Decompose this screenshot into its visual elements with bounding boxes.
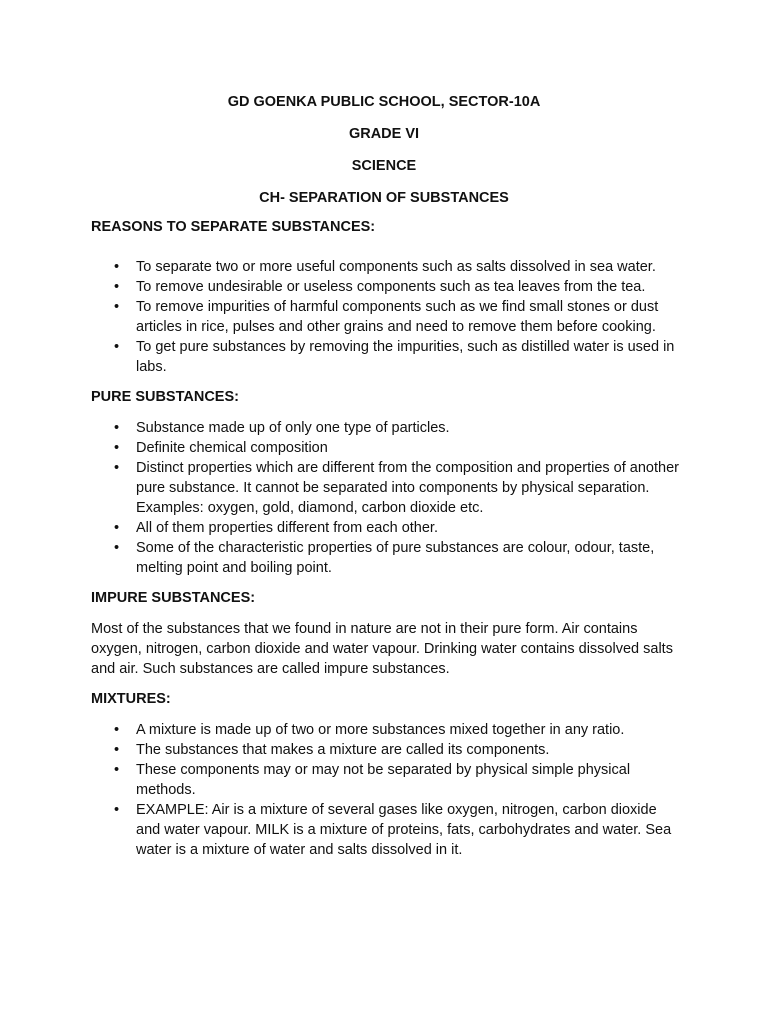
list-item: • These components may or may not be separated by physical simple physical methods. (91, 760, 680, 800)
grade-label: GRADE VI (348, 126, 420, 142)
list-item: • To get pure substances by removing the impurities, such as distilled water is used in labs. (91, 337, 680, 377)
list-item: • Substance made up of only one type of particles. (91, 418, 680, 438)
impure-section (0, 588, 768, 679)
pure-heading: PURE SUBSTANCES: (91, 389, 239, 405)
list-item: • To remove impurities of harmful components such as we find small stones or dust articles in rice, pulses and other grains and need to remove them before cooking. (91, 297, 680, 337)
reasons-section (0, 217, 768, 377)
reasons-list (91, 257, 680, 377)
mixtures-heading: MIXTURES: (91, 691, 171, 707)
list-item: • To remove undesirable or useless components such as tea leaves from the tea. (91, 277, 680, 297)
school-name: GD GOENKA PUBLIC SCHOOL, SECTOR-10A (227, 94, 541, 110)
chapter-title: CH- SEPARATION OF SUBSTANCES (259, 190, 509, 206)
list-item: • Distinct properties which are different from the composition and properties of another pure substance. It cannot be separated into components by physical separation. Examples: oxygen, gold, diamond, carbon dioxide etc. (91, 458, 680, 518)
list-item: • A mixture is made up of two or more substances mixed together in any ratio. (91, 720, 680, 740)
list-item: • The substances that makes a mixture are called its components. (91, 740, 680, 760)
impure-paragraph: Most of the substances that we found in nature are not in their pure form. Air contains oxygen, nitrogen, carbon dioxide and water vapour. Drinking water contains dissolved salts and air. Such substances are called impure substances. (91, 621, 673, 677)
list-item: • All of them properties different from each other. (91, 518, 680, 538)
list-item: • EXAMPLE: Air is a mixture of several gases like oxygen, nitrogen, carbon dioxide and water vapour. MILK is a mixture of proteins, fats, carbohydrates and water. Sea water is a mixture of water and salts dissolved in it. (91, 800, 680, 860)
reasons-heading: REASONS TO SEPARATE SUBSTANCES: (91, 219, 376, 235)
pure-list (91, 418, 680, 578)
list-item: • Some of the characteristic properties of pure substances are colour, odour, taste, melting point and boiling point. (91, 538, 680, 578)
subject-label: SCIENCE (351, 158, 417, 174)
mixtures-list (91, 720, 680, 860)
impure-heading: IMPURE SUBSTANCES: (91, 590, 256, 606)
pure-section (0, 387, 768, 578)
mixtures-section (0, 689, 768, 860)
list-item: • To separate two or more useful components such as salts dissolved in sea water. (91, 257, 680, 277)
list-item: • Definite chemical composition (91, 438, 680, 458)
